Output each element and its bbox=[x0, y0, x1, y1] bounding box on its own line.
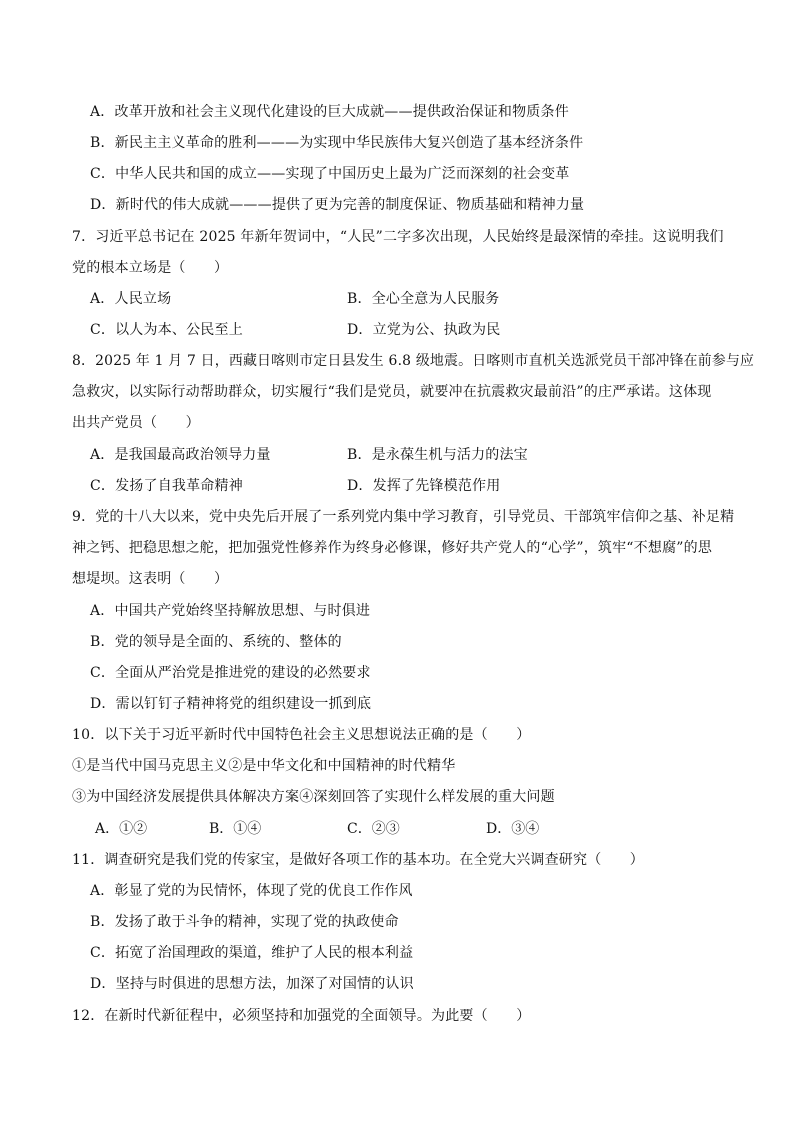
q6-option-c: C．中华人民共和国的成立——实现了中国历史上最为广泛而深刻的社会变革 bbox=[90, 166, 570, 182]
q7-option-a: A．人民立场 bbox=[90, 291, 172, 307]
q7-option-c: C．以人为本、公民至上 bbox=[90, 322, 243, 338]
q9-option-a: A．中国共产党始终坚持解放思想、与时俱进 bbox=[90, 603, 371, 619]
q6-option-d: D．新时代的伟大成就———提供了更为完善的制度保证、物质基础和精神力量 bbox=[90, 197, 585, 213]
q8-option-c: C．发扬了自我革命精神 bbox=[90, 478, 243, 494]
q11-option-c: C．拓宽了治国理政的渠道，维护了人民的根本利益 bbox=[90, 945, 414, 961]
q11-option-d: D．坚持与时俱进的思想方法，加深了对国情的认识 bbox=[90, 976, 414, 992]
q7-stem-line-1: 7．习近平总书记在 2025 年新年贺词中，“人民”二字多次出现，人民始终是最深情的牵挂。这说明我们 bbox=[72, 229, 724, 245]
q9-option-b: B．党的领导是全面的、系统的、整体的 bbox=[90, 634, 342, 650]
q10-statement-line-1: ①是当代中国马克思主义②是中华文化和中国精神的时代精华 bbox=[72, 758, 456, 774]
q7-option-b: B．全心全意为人民服务 bbox=[347, 291, 500, 307]
q8-option-a: A．是我国最高政治领导力量 bbox=[90, 447, 271, 463]
q7-stem-line-2: 党的根本立场是（ ） bbox=[72, 260, 229, 276]
q8-option-b: B．是永葆生机与活力的法宝 bbox=[347, 447, 528, 463]
q10-option-c: C．②③ bbox=[347, 821, 400, 837]
q7-option-d: D．立党为公、执政为民 bbox=[347, 322, 501, 338]
q11-option-b: B．发扬了敢于斗争的精神，实现了党的执政使命 bbox=[90, 914, 399, 930]
q12-stem: 12．在新时代新征程中，必须坚持和加强党的全面领导。为此要（ ） bbox=[72, 1008, 531, 1024]
q10-option-b: B．①④ bbox=[209, 821, 262, 837]
q11-stem: 11．调查研究是我们党的传家宝，是做好各项工作的基本功。在全党大兴调查研究（ ） bbox=[72, 852, 645, 868]
q10-option-a: A．①② bbox=[95, 821, 148, 837]
q10-statement-line-2: ③为中国经济发展提供具体解决方案④深刻回答了实现什么样发展的重大问题 bbox=[72, 789, 555, 805]
q6-option-a: A．改革开放和社会主义现代化建设的巨大成就——提供政治保证和物质条件 bbox=[90, 104, 569, 120]
q9-stem-line-2: 神之钙、把稳思想之舵，把加强党性修养作为终身必修课，修好共产党人的“心学”，筑牢“不想腐”的思 bbox=[72, 540, 713, 556]
q8-stem-line-2: 急救灾，以实际行动帮助群众，切实履行“我们是党员，就要冲在抗震救灾最前沿”的庄严承诺。这体现 bbox=[72, 384, 712, 400]
q10-option-d: D．③④ bbox=[486, 821, 540, 837]
q10-stem: 10．以下关于习近平新时代中国特色社会主义思想说法正确的是（ ） bbox=[72, 727, 531, 743]
q9-option-d: D．需以钉钉子精神将党的组织建设一抓到底 bbox=[90, 696, 372, 712]
q9-stem-line-1: 9．党的十八大以来，党中央先后开展了一系列党内集中学习教育，引导党员、干部筑牢信仰之基、补足精 bbox=[72, 509, 735, 525]
q11-option-a: A．彰显了党的为民情怀，体现了党的优良工作作风 bbox=[90, 883, 413, 899]
q8-stem-line-1: 8．2025 年 1 月 7 日，西藏日喀则市定日县发生 6.8 级地震。日喀则市直机关选派党员干部冲锋在前参与应 bbox=[72, 353, 755, 369]
q9-stem-line-3: 想堤坝。这表明（ ） bbox=[72, 571, 229, 587]
q6-option-b: B．新民主主义革命的胜利———为实现中华民族伟大复兴创造了基本经济条件 bbox=[90, 135, 584, 151]
q9-option-c: C．全面从严治党是推进党的建设的必然要求 bbox=[90, 665, 371, 681]
q8-option-d: D．发挥了先锋模范作用 bbox=[347, 478, 501, 494]
q8-stem-line-3: 出共产党员（ ） bbox=[72, 415, 200, 431]
